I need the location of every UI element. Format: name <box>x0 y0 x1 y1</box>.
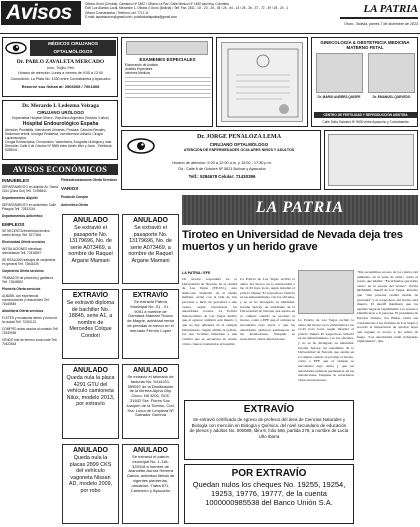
subcategory: Producto Compra <box>61 195 88 199</box>
fertility-banner: CENTRO DE FERTILIDAD Y REPRODUCCIÓN ASISTIDA <box>314 112 417 118</box>
notice-body: Se extravió el patrón municipal No. 1-118-325318 a nombre de Jeannette Aurora Herrera García, actividad tienda de vigentes piedrerías, ubicación: Tiatra 871, Caroberro y Ayacucho <box>126 454 175 493</box>
ad-image <box>126 41 208 55</box>
notice-title: EXTRAVÍO <box>72 292 109 299</box>
header-strip <box>0 0 420 34</box>
doctor-name: Dr. Merardo I. Ledezma Veizaga <box>22 103 99 109</box>
logo-text: LA PATRIA <box>363 3 418 15</box>
article-byline: LA PATRIA / EFE <box>182 271 211 275</box>
ad-certificate <box>216 37 308 127</box>
filler-line <box>125 97 211 98</box>
doctor-photo <box>368 53 415 93</box>
economicos-banner <box>2 164 118 175</box>
doctor-services: ATENCIÓN DE ENFERMEDADES OCULARES NIÑOS Y ADULTOS <box>183 148 295 152</box>
contact-line: Oficina Oruro (Central): Camacho Nº 1892 • Oficina La Paz: Calle Mexico Nº 1450 casi esq. Colombia <box>85 2 229 6</box>
eye-icon <box>5 41 27 55</box>
article-column: "Me escondimos en uno de los cuartos del gimnasio, en la parte de atrás", contó el joven, que añadió: "Escuchamos que había varios en la escena del tiroteo". Kevin McMahill, sheriff de Las Vegas, informó que "una persona resultó herida de gravedad" y el sospechoso del tiroteo está muerto. El sheriff manifestó que los agentes llegaron rápidamente a la escena e identificaron a la persona. El presidente de Estados Unidos, Joe Biden, envió sus condolencias a las víctimas en Las Vegas y recordó la importancia de aprobar leyes que regulen el acceso a las armas de fuego. "Las autoridades están trabajando rápidamente", dijo. <box>357 270 418 344</box>
listing-text: DEPARTAMENTO en anticrético Calle Pisagua Telf. 72813244 <box>2 203 56 211</box>
subcategory: Carpintería Oferta servicios <box>2 269 44 273</box>
notice-body: Se extravió certificado de egreso de profesor del área de Ciencias Naturales y Biología con mención en Biología y Química, del nivel secundario de educación de plenos y adultos No. 000089, libro 6, folio 556, partida 278, a nombre de Lucía Uño Ibarra <box>189 417 349 439</box>
notice-body: Se extravió Patrón Municipal No. 01 - 01 - 9051 a nombre de Damiana Mamani Ticona de Magne, actividad venta de prendas al menor en el mercado Fermín López <box>127 299 174 333</box>
notice-body: Se extravió el pasaporte No. 13179696, No. de serie A073469, a nombre de Raquel Argane Mamani <box>68 225 113 264</box>
doctor-phone: Telf.: 5284678 Celular: 71430396 <box>188 174 256 179</box>
section-title: Avisos <box>1 1 81 25</box>
doctor-phone: Reserve sus fichas al: 2506065 / 7001808 <box>21 84 100 89</box>
filler-line <box>125 81 211 82</box>
clinic-name: GINECOLOGÍA & OBSTETRICIA MEDICINA MATERNO FETAL <box>320 40 410 51</box>
ad-ginecologia <box>311 37 418 127</box>
doctor-name: Dr. MARIO ANDRES QUISPE <box>317 95 361 99</box>
ad-image <box>328 134 414 186</box>
exam-item: Informes Médicos <box>125 71 151 75</box>
service-line: Cirugía Endoscópica, Circuncisión, Vasectomía, Ecografía Urológica y más. <box>5 140 112 144</box>
certificate-image <box>221 42 303 122</box>
doctor-services <box>5 128 117 152</box>
subcategory: Fletes/decoraciones Oferta Servicios <box>61 178 117 182</box>
article-photo <box>298 270 354 314</box>
notice-title: ANULADO <box>133 217 168 224</box>
subcategory: Electricidad Oferta servicios <box>2 240 46 244</box>
doctor-photo <box>316 53 363 93</box>
notice-card <box>62 214 119 284</box>
clinic-address: Calle Soria Galvarro Nº 5630 entre Ayacucho y Cochabamba <box>322 120 409 124</box>
economicos-index <box>2 178 59 523</box>
doctor-name: Dr. JORGE PEÑALOZA LEMA <box>196 134 282 140</box>
notice-body: Se extravió el talonario de facturas No. 5414201, 559557 de la Dosificación de la librería Alpha Ghp Cinco, Nit 3200, SOC 31602 Sra. Flores Soc. Joaquín de la Tomino, Cod. Sra. Lucía de Limpieza Nº Salvador Gumma <box>126 374 175 418</box>
header-divider <box>0 33 420 34</box>
subcategory: Departamentos Anticrético <box>2 214 43 218</box>
doctor-address: Consultorio: La Plata No. 1330 entre Cochabamba y Ayacucho <box>10 77 111 81</box>
newspaper-logo <box>340 2 418 32</box>
notice-card <box>122 214 179 284</box>
filler-line <box>125 89 211 90</box>
contact-line: Oficina Cochabamba • Telefono: cel: 7712 11 <box>85 10 149 15</box>
notice-body: Queda nula la placa 4291 GTU del vehículo camioneta Nilux, modelo 2013, por extravío <box>66 375 115 408</box>
listing-text: SE NECESITA electricista técnico medio tiempo Telf. 5277466 <box>2 229 50 237</box>
doctor-city: Lima - Trujillo, Perú <box>46 66 75 70</box>
eye-icon <box>126 137 156 155</box>
listing-text: COMPRO autos usados al contado Telf. 71839935 <box>2 327 59 335</box>
header-contact <box>85 2 340 26</box>
service-line: Atención: Prostatitis, Infecciones Urinarias, Próstata, Cálculos Renales, <box>5 128 106 132</box>
listing-text: ALBAÑIL con experiencia construcciones y refacciones Telf. 76165545 <box>2 294 50 306</box>
listing-text: VENDO lote de terreno zona norte Telf. 70423518 <box>2 338 58 346</box>
medicos-banner: MÉDICOS CIRUJANOS OFTALMÓLOGOS <box>30 40 116 56</box>
article-column: La Policía de Las Vegas recibió la alerta del tiroteo en la universidad a las 11:45 hora local, según informó el policía Tanner. El sospechoso falleció en un enfrentamiento con los oficiales, y no se ha divulgado su identidad. Jerome Spivey, un estudiante de la Universidad de Nevada que estaba en el campus cuando se produjo el tiroteo, contó a EFE que el campus se encontraba bajo alerta y que las autoridades pidieron permanecer en las instalaciones. Después se escucharon varias detonaciones. <box>240 277 295 341</box>
date-line: Oruro - Bolivia, jueves 7 de diciembre de 2023 <box>344 22 418 26</box>
listing-text: TRABAJOS de plomería y gasfitería Telf. 71845652 <box>2 276 54 284</box>
doctor-address: Dir.: Calle 6 de Octubre Nº 5621 Bolívar y Ayacucho <box>178 167 266 171</box>
notice-card <box>122 364 179 439</box>
contact-line: Edif. Los Alamos Local, Mezanine 1, Oficina 4 Oruro (Bolivia) • Telf. Fax: 2511 - 02 - 23 - 26 - 35 / 26 - 54 - 14 / 25 - 26 - 37 - 72 - 39 / 25 - 24 - 1 <box>85 6 289 11</box>
notice-title: ANULADO <box>73 217 108 224</box>
contact-line: E-mail: lapatriaoruro@gmail.com • publicidadlapatria@gmail.com <box>85 14 177 19</box>
doctor-title: CIRUJANO OFTALMÓLOGO <box>209 142 269 147</box>
category-header: VARIOS <box>61 186 79 191</box>
logo-divider <box>340 17 418 19</box>
listing-text: FLETES y mudanzas dentro y fuera de la ciudad Telf. 72491121 <box>2 316 58 324</box>
doctor-hours: Horario de atención: Lunes a viernes de 9:00 a 12:00 <box>18 71 103 75</box>
notice-card <box>62 444 119 524</box>
subcategory: Departamentos Alquiler <box>2 196 38 200</box>
banner-title: LA PATRIA <box>255 199 345 216</box>
category-header: INMUEBLES <box>2 178 30 183</box>
notice-body: Se extravió el pasaporte No. 13179696, No. de serie A073469, a nombre de Raquel Argane Mamani <box>128 225 173 264</box>
filler-line <box>125 77 211 78</box>
subcategory: Albañilería Oferta servicios <box>2 309 44 313</box>
ad-penaloza <box>121 130 321 190</box>
category-header: EMPLEOS <box>2 222 25 227</box>
doctor-name: Dr. EMANUEL QUEVEDO <box>372 95 411 99</box>
la-patria-banner <box>182 195 418 225</box>
notice-title: ANULADO <box>133 447 168 454</box>
ad-ledezma <box>2 100 118 160</box>
article-column: La Policía de Las Vegas recibió la alerta del tiroteo en la universidad a las 11:45 hora local, según informó el policía Tanner. El sospechoso falleció en un enfrentamiento con los oficiales, y no se ha divulgado su identidad. Jerome Spivey, un estudiante de la Universidad de Nevada que estaba en el campus cuando se produjo el tiroteo, contó a EFE que el campus se encontraba bajo alerta y que las autoridades pidieron permanecer en las instalaciones. Después se escucharon varias detonaciones. <box>298 318 354 382</box>
doctor-hours: Horario de atención: 9:00 a 12:00 a.m. y 15:00 - 17:30 p.m. <box>172 161 272 165</box>
doctor-title: CIRUJANO URÓLOGO <box>37 110 84 115</box>
notice-card <box>62 289 119 359</box>
exam-title: EXAMENES ESPECIALES <box>139 57 196 62</box>
service-line: Dirección: Calle 6 de Octubre Nº 5665 entre Adolfo Mier y Junín - Teléfonos: 5258041 <box>5 144 113 152</box>
doctor-name: Dr. PABLO ZAVALETA MERCADO <box>16 59 105 65</box>
notice-title: ANULADO <box>73 447 108 454</box>
notice-card <box>122 289 179 359</box>
article-title: Tiroteo en Universidad de Nevada deja tres muertos y un herido grave <box>182 229 403 254</box>
notice-card <box>122 444 179 524</box>
subcategory: Anticrético Oferta <box>61 203 88 207</box>
listing-text: INSTALACIONES eléctricas domiciliarias Telf. 72418847 <box>2 247 42 255</box>
exam-filler <box>125 74 211 118</box>
notice-title: EXTRAVÍO <box>243 404 295 415</box>
doctor-specialty: Especialista Hospital Obrero - República Argentina (Servicio 3 años) <box>12 116 109 120</box>
filler-line <box>125 85 211 86</box>
exam-item: Elaboración de Análisis <box>125 63 158 67</box>
notice-body: Queda nula la placas 2899 CKS del vehículo vagoneta Nissan AD, modelo 2009, por robo <box>68 455 113 494</box>
economicos-title: AVISOS ECONÓMICOS <box>12 165 108 174</box>
big-notice-card <box>184 464 354 524</box>
service-line: Disfunción eréctil, Urología Pediátrica, Incontinencia Urinaria, Cirugía Laparoscópica, <box>5 132 103 140</box>
exam-item: Análisis Especiales <box>125 67 153 71</box>
article-header <box>182 229 418 269</box>
listing-text: SE REALIZAN trabajos de carpintería en general Telf. 73844226 <box>2 258 56 266</box>
notice-title: ANULADO <box>73 367 108 374</box>
subcategory: Plomería Oferta servicios <box>2 287 41 291</box>
notice-body: Se extravió diploma de bachiller No. 18845, serie A1, a nombre de Mercedes Colque Condori <box>66 300 115 339</box>
listing-text: DEPARTAMENTO en alquiler Av. Tacna 1154 (Zona Sur) Telf. 72498541 <box>2 185 58 193</box>
notice-title: ANULADO <box>133 367 168 374</box>
notice-title: POR EXTRAVÍO <box>231 468 307 479</box>
big-notice-card <box>184 400 354 460</box>
filler-line <box>125 93 211 94</box>
ad-zavaleta <box>2 37 118 97</box>
notice-body: Quedan nulos los cheques No. 19255, 19254, 19253, 19776, 19777, de la cuenta 1000000985538 del Banco Unión S.A. <box>192 480 346 507</box>
notice-card <box>62 364 119 439</box>
notice-title: EXTRAVÍO <box>132 292 169 299</box>
ad-small-right <box>324 130 418 190</box>
article-column: Un tirador sorprendió en la Universidad de Nevada, en la ciudad de Las Vegas (EE.UU.), este miércoles alrededor de la media mañana, acabó con la vida de tres personas e hirió de gravedad a una cuarta, según informaron las autoridades locales. La Policía metropolitana de Las Vegas detalló que el agresor también está muerto y que no hay amenaza en el campus universitario. Según afirmó la policía, los tres víctimas fallecidas y una víctima que se encuentra en estado crítico, fueron trasladados al hospital. <box>182 277 237 346</box>
ad-examenes <box>121 37 213 127</box>
hospital-name: Hospital Endourológico Espaha <box>22 121 99 127</box>
